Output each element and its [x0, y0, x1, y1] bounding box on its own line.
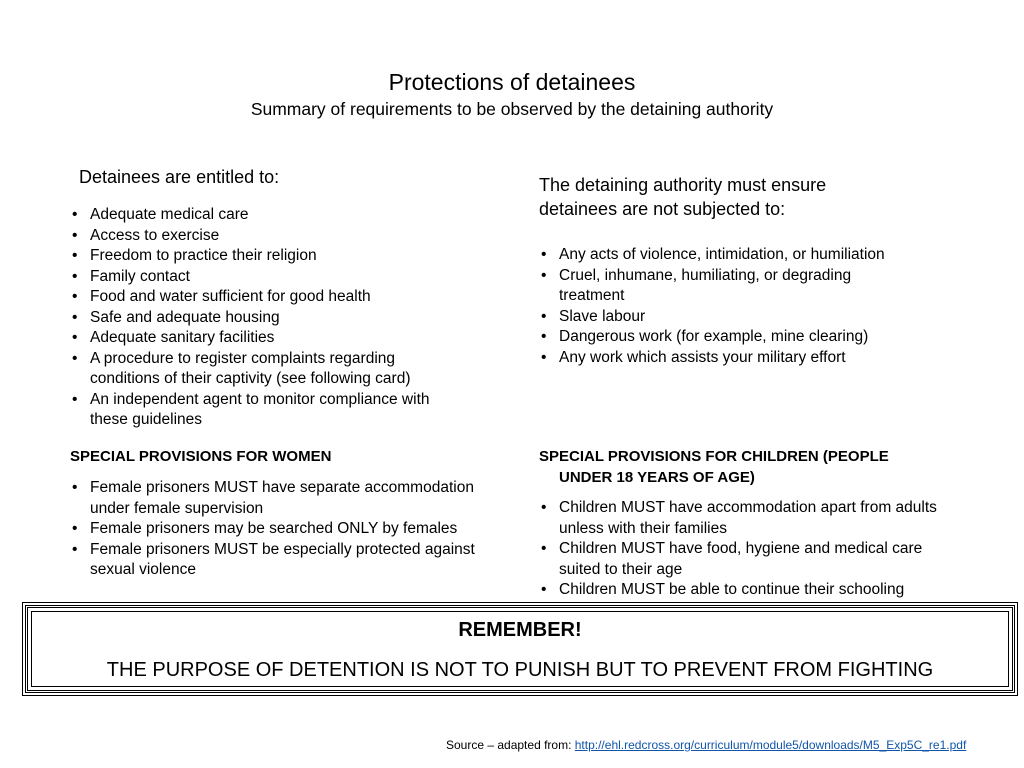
remember-text: THE PURPOSE OF DETENTION IS NOT TO PUNISH BUT TO PREVENT FROM FIGHTING [106, 659, 934, 681]
list-item: • An independent agent to monitor compliance with these guidelines [70, 390, 450, 431]
list-item: • Safe and adequate housing [70, 308, 450, 329]
children-provisions-title-line1: SPECIAL PROVISIONS FOR CHILDREN (PEOPLE [539, 448, 889, 465]
list-item: • Cruel, inhumane, humiliating, or degrading treatment [539, 266, 919, 307]
list-item: • Adequate medical care [70, 205, 450, 226]
list-item: • Access to exercise [70, 226, 450, 247]
women-provisions-title: SPECIAL PROVISIONS FOR WOMEN [70, 448, 332, 465]
prohibitions-heading [539, 173, 826, 221]
list-item: • Female prisoners may be searched ONLY by females [70, 519, 510, 540]
children-provisions-title [539, 447, 889, 488]
children-provisions-list [539, 498, 959, 601]
entitled-heading: Detainees are entitled to: [79, 167, 280, 187]
source-link[interactable]: http://ehl.redcross.org/curriculum/module5/downloads/M5_Exp5C_re1.pdf [574, 738, 967, 752]
list-item: • Slave labour [539, 307, 919, 328]
list-item: • Female prisoners MUST have separate accommodation under female supervision [70, 478, 510, 519]
list-item: • A procedure to register complaints regarding conditions of their captivity (see following card) [70, 349, 450, 390]
list-item: • Children MUST have food, hygiene and medical care suited to their age [539, 539, 959, 580]
remember-title: REMEMBER! [458, 619, 582, 641]
entitled-list [70, 205, 450, 431]
list-item: • Female prisoners MUST be especially protected against sexual violence [70, 540, 510, 581]
remember-box [25, 605, 1015, 693]
list-item: • Any work which assists your military effort [539, 348, 919, 369]
slide-title: Protections of detainees [388, 69, 636, 95]
list-item: • Food and water sufficient for good health [70, 287, 450, 308]
list-item: • Children MUST have accommodation apart from adults unless with their families [539, 498, 959, 539]
prohibitions-list [539, 245, 919, 368]
list-item: • Children MUST be able to continue their schooling [539, 580, 959, 601]
list-item: • Freedom to practice their religion [70, 246, 450, 267]
list-item: • Dangerous work (for example, mine clearing) [539, 327, 919, 348]
source-prefix: Source – adapted from: [446, 738, 575, 752]
women-provisions-list [70, 478, 510, 581]
list-item: • Any acts of violence, intimidation, or humiliation [539, 245, 919, 266]
prohibitions-heading-line2: detainees are not subjected to: [539, 199, 786, 219]
prohibitions-heading-line1: The detaining authority must ensure [539, 175, 827, 195]
source-citation [446, 737, 966, 753]
list-item: • Adequate sanitary facilities [70, 328, 450, 349]
children-provisions-title-line2: UNDER 18 YEARS OF AGE) [559, 468, 755, 486]
list-item: • Family contact [70, 267, 450, 288]
slide-subtitle: Summary of requirements to be observed by the detaining authority [250, 99, 774, 119]
